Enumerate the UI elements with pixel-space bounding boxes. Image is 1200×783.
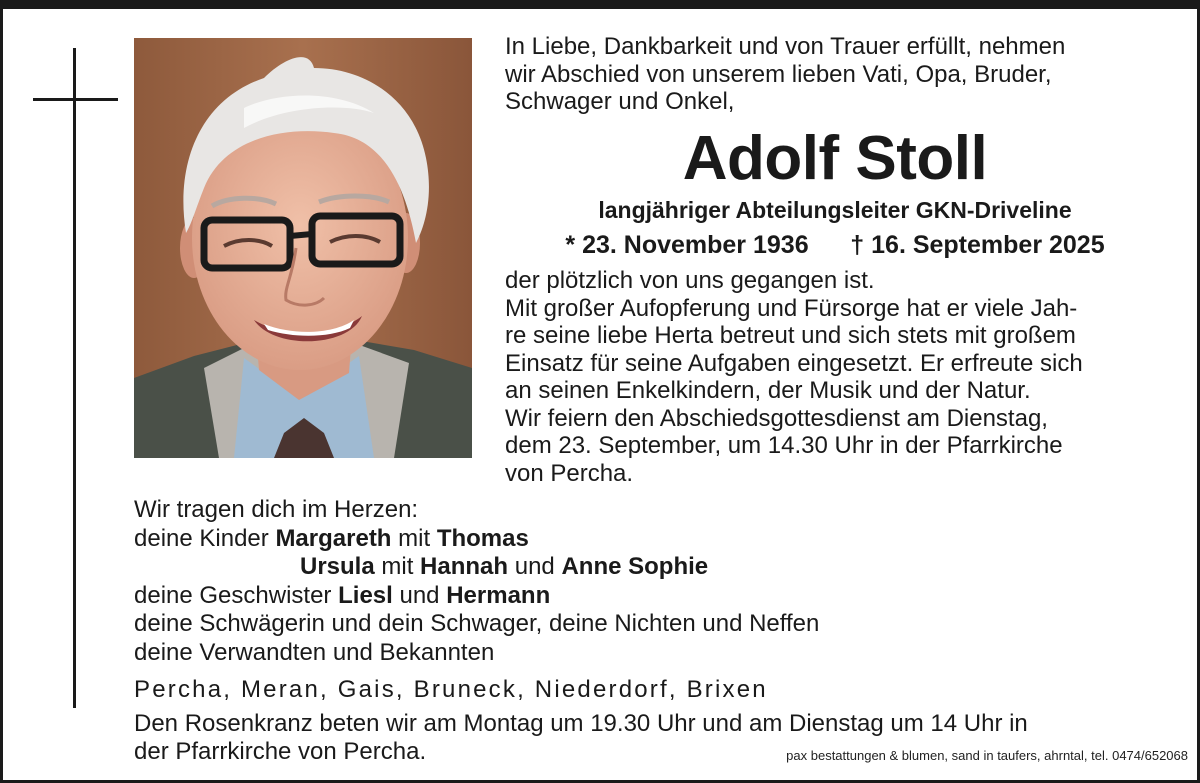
sibling-name: Liesl [338, 581, 393, 609]
children-line [134, 525, 1134, 554]
children-prefix: deine Kinder [134, 524, 269, 552]
intro-line: wir Abschied von unserem lieben Vati, Opa, Bruder, [505, 60, 1052, 88]
eulogy-line: von Percha. [505, 459, 634, 487]
siblings-prefix: deine Geschwister [134, 581, 332, 609]
portrait-photo [134, 38, 472, 458]
child-name: Ursula [300, 553, 375, 580]
intro-line: Schwager und Onkel, [505, 88, 735, 115]
family-heading: Wir tragen dich im Herzen: [134, 496, 419, 523]
children-line [134, 553, 1134, 582]
connector: mit [381, 553, 414, 580]
deceased-name: Adolf Stoll [682, 124, 988, 193]
child-name: Margareth [275, 524, 392, 552]
siblings-line [134, 582, 1134, 611]
sibling-name: Hermann [446, 581, 551, 609]
eulogy-line: Einsatz für seine Aufgaben eingesetzt. Er erfreute sich [505, 349, 1083, 377]
connector: und [399, 581, 440, 609]
funeral-home-footer: pax bestattungen & blumen, sand in taufers, ahrntal, tel. 0474/652068 [786, 748, 1188, 763]
rosary-line: Den Rosenkranz beten wir am Montag um 19.30 Uhr und am Dienstag um 14 Uhr in [134, 710, 1028, 737]
eulogy-line: re seine liebe Herta betreut und sich stets mit großem [505, 322, 1076, 349]
relatives-line: deine Verwandten und Bekannten [134, 638, 495, 666]
partner-name: Thomas [436, 524, 529, 552]
connector: mit [398, 524, 431, 552]
places-line: Percha, Meran, Gais, Bruneck, Niederdorf, Brixen [134, 676, 768, 703]
cross-icon-bar [33, 98, 118, 101]
eulogy-line: Wir feiern den Abschiedsgottesdienst am Dienstag, [505, 404, 1048, 432]
intro-text [505, 33, 1175, 116]
eulogy-line: dem 23. September, um 14.30 Uhr in der Pfarrkirche [505, 432, 1063, 459]
death-date: † 16. September 2025 [850, 231, 1105, 259]
rosary-line: der Pfarrkirche von Percha. [134, 738, 427, 765]
eulogy-line: an seinen Enkelkindern, der Musik und der Natur. [505, 377, 1031, 404]
eulogy-line: der plötzlich von uns gegangen ist. [505, 267, 875, 294]
deceased-role: langjähriger Abteilungsleiter GKN-Driveline [598, 197, 1072, 223]
grandchild-name: Anne Sophie [561, 553, 709, 580]
connector: und [514, 553, 555, 580]
eulogy-text [505, 267, 1175, 487]
intro-line: In Liebe, Dankbarkeit und von Trauer erfüllt, nehmen [505, 33, 1066, 60]
grandchild-name: Hannah [420, 553, 509, 580]
birth-date: * 23. November 1936 [565, 231, 809, 259]
eulogy-line: Mit großer Aufopferung und Fürsorge hat er viele Jah- [505, 294, 1078, 322]
inlaws-line: deine Schwägerin und dein Schwager, deine Nichten und Neffen [134, 610, 820, 637]
life-dates [505, 230, 1165, 260]
cross-icon [73, 48, 76, 708]
family-list [134, 496, 1134, 667]
